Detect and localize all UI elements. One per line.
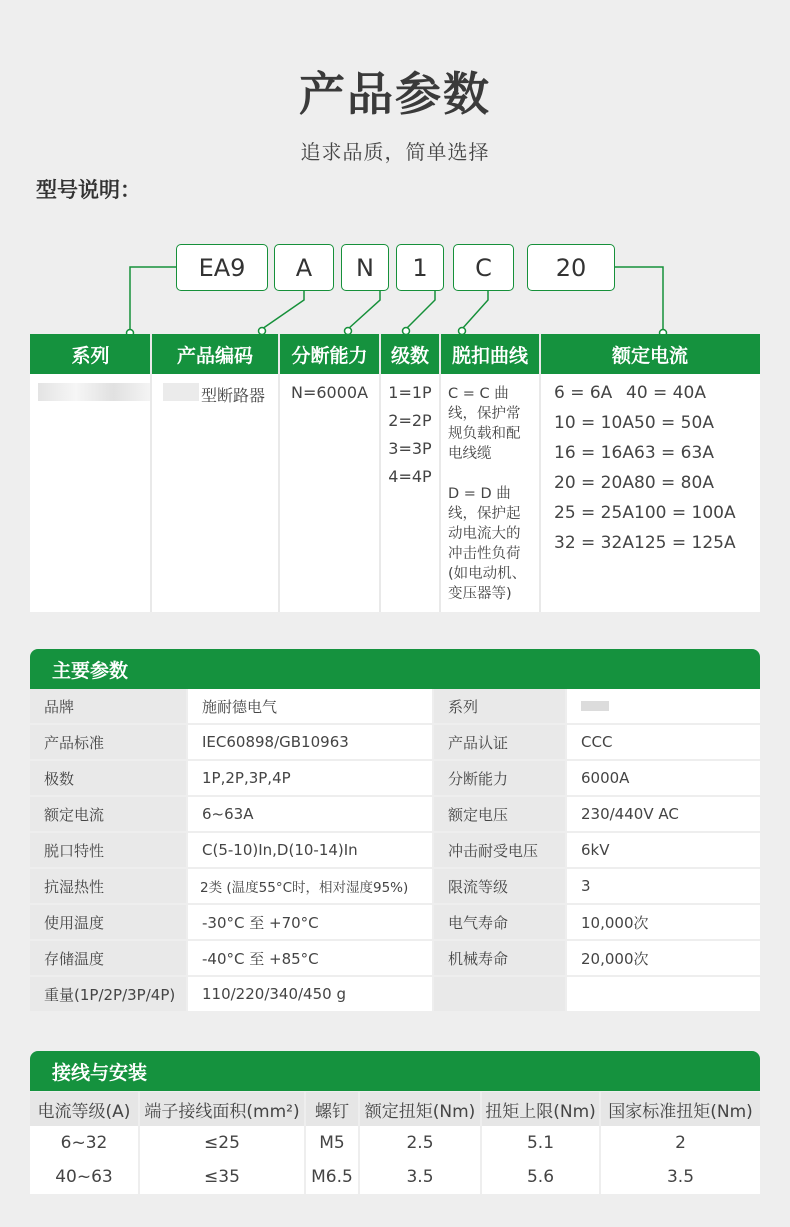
col-header-poles: 级数 [380,334,440,374]
param-value: 3 [567,869,760,903]
wiring-cell: M5 [306,1126,358,1160]
wiring-cell: 2.5 [360,1126,480,1160]
param-key: 额定电流 [30,797,186,831]
param-key: 系列 [434,689,565,723]
main-params-header: 主要参数 [30,649,760,689]
param-value: 2类 (温度55°C时，相对湿度95%) [188,869,432,903]
series-cell [30,374,151,612]
param-value: -40°C 至 +85°C [188,941,432,975]
wiring-cell: 40~63 [30,1160,138,1194]
param-value: 6~63A [188,797,432,831]
param-key: 额定电压 [434,797,565,831]
rated-right: 50 = 50A [634,413,714,433]
rated-row [554,528,760,558]
rated-left: 32 = 32A [554,533,634,553]
rated-right: 40 = 40A [626,383,706,403]
param-key: 脱口特性 [30,833,186,867]
param-value: 110/220/340/450 g [188,977,432,1011]
column-divider [278,334,280,612]
wiring-col-header: 扭矩上限(Nm) [482,1092,599,1126]
product-code-cell [151,374,279,612]
param-value [567,689,760,723]
blurred-product-prefix [163,383,199,401]
poles-value-1: 1=1P [388,383,432,402]
param-key: 极数 [30,761,186,795]
wiring-col-header: 国家标准扭矩(Nm) [601,1092,760,1126]
rated-left: 16 = 16A [554,443,634,463]
param-key: 冲击耐受电压 [434,833,565,867]
curve-c-description: C = C 曲线，保护常规负载和配电线缆 [448,386,521,462]
param-key [434,977,565,1011]
model-description-label: 型号说明： [36,178,141,202]
rated-left: 6 = 6A [554,383,613,403]
rated-right: 80 = 80A [634,473,714,493]
col-header-series: 系列 [30,334,151,374]
wiring-cell: 3.5 [360,1160,480,1194]
param-key: 分断能力 [434,761,565,795]
param-key: 产品标准 [30,725,186,759]
wiring-cell: 6~32 [30,1126,138,1160]
rated-current-cell [540,374,760,612]
column-divider [150,334,152,612]
col-header-trip-curve: 脱扣曲线 [440,334,540,374]
param-key: 重量(1P/2P/3P/4P) [30,977,186,1011]
param-key: 机械寿命 [434,941,565,975]
param-key: 限流等级 [434,869,565,903]
code-segment-current: 20 [527,244,615,291]
param-value [567,977,760,1011]
breaking-capacity-cell [279,374,380,612]
wiring-col-header: 螺钉 [306,1092,358,1126]
code-segment-poles: 1 [396,244,444,291]
trip-curve-cell [440,374,540,612]
param-row [30,797,760,831]
rated-row [554,438,760,468]
rated-row [554,378,760,408]
param-key: 使用温度 [30,905,186,939]
wiring-header: 接线与安装 [30,1051,760,1091]
wiring-cell: 5.6 [482,1160,599,1194]
param-value: 6000A [567,761,760,795]
wiring-col-header: 电流等级(A) [30,1092,138,1126]
blurred-series-text [38,383,151,401]
page-subtitle: 追求品质，简单选择 [300,140,490,164]
code-segment-breaking: N [341,244,389,291]
param-row [30,905,760,939]
rated-left: 10 = 10A [554,413,634,433]
wiring-cell: ≤35 [140,1160,304,1194]
poles-value-3: 3=3P [388,439,432,458]
param-row [30,761,760,795]
rated-row [554,498,760,528]
param-row [30,941,760,975]
param-key: 存储温度 [30,941,186,975]
col-header-breaking-capacity: 分断能力 [279,334,380,374]
param-row [30,977,760,1011]
param-key: 产品认证 [434,725,565,759]
poles-value-4: 4=4P [388,467,432,486]
param-value: -30°C 至 +70°C [188,905,432,939]
param-key: 品牌 [30,689,186,723]
code-segment-curve: C [453,244,514,291]
param-value: 施耐德电气 [188,689,432,723]
param-key: 电气寿命 [434,905,565,939]
param-value: 10,000次 [567,905,760,939]
page-title: 产品参数 [299,67,491,121]
wiring-cell: 3.5 [601,1160,760,1194]
param-row [30,869,760,903]
column-divider [539,334,541,612]
wiring-row [30,1160,760,1194]
param-row [30,725,760,759]
param-row [30,833,760,867]
param-value: 6kV [567,833,760,867]
param-value: IEC60898/GB10963 [188,725,432,759]
model-description-table [30,334,760,612]
wiring-cell: M6.5 [306,1160,358,1194]
rated-row [554,468,760,498]
param-value: 230/440V AC [567,797,760,831]
wiring-cell: ≤25 [140,1126,304,1160]
param-key: 抗湿热性 [30,869,186,903]
rated-right: 63 = 63A [634,443,714,463]
code-segment-series: EA9 [176,244,268,291]
param-row [30,689,760,723]
rated-left: 25 = 25A [554,503,634,523]
curve-d-description: D = D 曲线，保护起动电流大的冲击性负荷(如电动机、变压器等) [448,486,527,602]
wiring-col-header: 端子接线面积(mm²) [140,1092,304,1126]
wiring-row [30,1126,760,1160]
column-divider [439,334,441,612]
param-value: 1P,2P,3P,4P [188,761,432,795]
param-value: 20,000次 [567,941,760,975]
param-value: C(5-10)In,D(10-14)In [188,833,432,867]
poles-cell [380,374,440,612]
breaking-capacity-value: N=6000A [290,383,369,402]
model-code-connectors [0,0,790,345]
code-segment-product: A [274,244,334,291]
blurred-series-value [581,701,609,711]
wiring-cell: 2 [601,1126,760,1160]
col-header-rated-current: 额定电流 [540,334,760,374]
rated-row [554,408,760,438]
wiring-cell: 5.1 [482,1126,599,1160]
col-header-product-code: 产品编码 [151,334,279,374]
param-value: CCC [567,725,760,759]
rated-current-list [554,378,760,558]
rated-right: 125 = 125A [634,533,736,553]
column-divider [379,334,381,612]
rated-right: 100 = 100A [634,503,736,523]
product-code-value: 型断路器 [201,386,266,405]
wiring-col-header: 额定扭矩(Nm) [360,1092,480,1126]
rated-left: 20 = 20A [554,473,634,493]
wiring-header-row [30,1092,760,1126]
poles-value-2: 2=2P [388,411,432,430]
